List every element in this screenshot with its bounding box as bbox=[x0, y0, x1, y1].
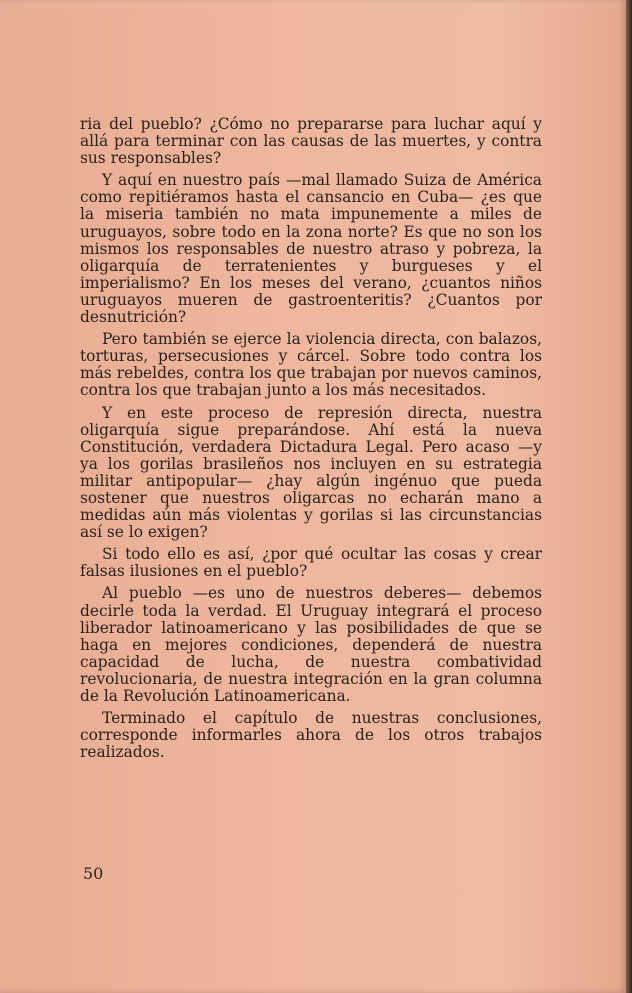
paragraph: Al pueblo —es uno de nuestros deberes— debemos decirle toda la verdad. El Uruguay integrará el proceso liberador latinoamericano y las posibilidades de que se haga en mejores condiciones, dependerá de nuestra capacidad de lucha, de nuestra combatividad revolucionaria, de nuestra integración en la gran columna de la Revolución Latinoamericana. bbox=[80, 584, 542, 705]
paragraph: Si todo ello es así, ¿por qué ocultar las cosas y crear falsas ilusiones en el pueblo? bbox=[80, 545, 542, 581]
paragraph: Y en este proceso de represión directa, nuestra oligarquía sigue preparándose. Ahí está la nueva Constitución, verdadera Dictadura Legal. Pero acaso —y ya los gorilas brasileños nos incluyen en su estrategia militar antipopular— ¿hay algún ingénuo que pueda sostener que nuestros oligarcas no echarán mano a medidas aún más violentas y gorilas si las circunstancias así se lo exigen? bbox=[80, 403, 542, 542]
page-edge-shadow bbox=[626, 0, 632, 993]
page-number: 50 bbox=[83, 864, 104, 883]
body-text bbox=[80, 116, 542, 766]
paragraph: Y aquí en nuestro país —mal llamado Suiza de América como repitiéramos hasta el cansancio en Cuba— ¿es que la miseria también no mata impunemente a miles de uruguayos, sobre todo en la zona norte? Es que no son los mismos los responsables de nuestro atraso y pobreza, la oligarquía de terratenientes y burgueses y el imperialismo? En los meses del verano, ¿cuantos niños uruguayos mueren de gastroenteritis? ¿Cuantos por desnutrición? bbox=[80, 171, 542, 327]
paragraph: Pero también se ejerce la violencia directa, con balazos, torturas, persecusiones y cárcel. Sobre todo contra los más rebeldes, contra los que trabajan por nuevos caminos, contra los que trabajan junto a los más necesitados. bbox=[80, 330, 542, 400]
paragraph: Terminado el capítulo de nuestras conclusiones, corresponde informarles ahora de los otros trabajos realizados. bbox=[80, 709, 542, 762]
paragraph: ria del pueblo? ¿Cómo no prepararse para luchar aquí y allá para terminar con las causas de las muertes, y contra sus responsables? bbox=[80, 115, 542, 168]
